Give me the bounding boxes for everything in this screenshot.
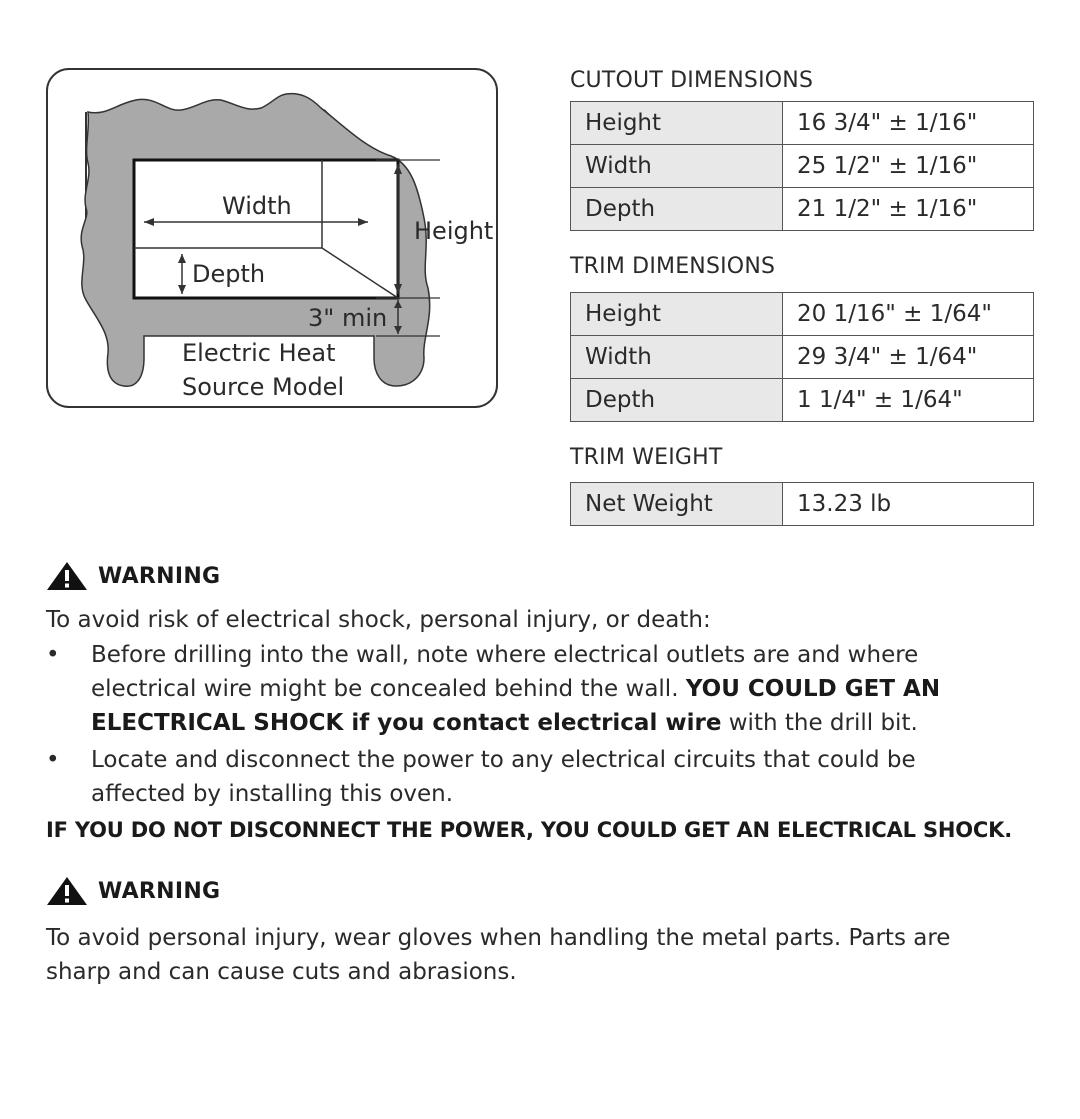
trim-weight-table (570, 482, 1034, 526)
min-clearance-label: 3" min (308, 304, 388, 332)
warning-heading-1 (46, 561, 220, 591)
width-label: Width (222, 192, 292, 220)
warning-heading-text-1: WARNING (98, 563, 221, 589)
height-label: Height (414, 217, 494, 245)
trim-depth-value: 1 1/4" ± 1/64" (783, 379, 1034, 422)
list-item (46, 638, 1036, 742)
cutout-depth-value: 21 1/2" ± 1/16" (783, 188, 1034, 231)
table-row (571, 379, 1034, 422)
warning-heading-2 (46, 876, 220, 906)
model-label-line1: Electric Heat (182, 339, 336, 367)
net-weight-label: Net Weight (571, 483, 783, 526)
bullet-text-1a: Before drilling into the wall, note where electrical outlets are and where electrical wire might be concealed behind the wall. (91, 642, 919, 702)
warning-triangle-icon (46, 561, 88, 591)
cutout-width-value: 25 1/2" ± 1/16" (783, 145, 1034, 188)
bullet-marker: • (46, 642, 60, 668)
trim-height-value: 20 1/16" ± 1/64" (783, 293, 1034, 336)
warning-triangle-icon (46, 876, 88, 906)
bullet-marker: • (46, 747, 60, 773)
table-row (571, 188, 1034, 231)
trim-height-label: Height (571, 293, 783, 336)
trim-dimensions-table (570, 292, 1034, 422)
trim-dimensions-title: TRIM DIMENSIONS (570, 254, 776, 279)
trim-weight-title: TRIM WEIGHT (570, 445, 723, 470)
table-row (571, 145, 1034, 188)
bullet-text-1c: with the drill bit. (721, 710, 918, 736)
gloves-warning-text: To avoid personal injury, wear gloves when handling the metal parts. Parts are sharp and can cause cuts and abrasions. (46, 925, 951, 985)
cutout-dimensions-title: CUTOUT DIMENSIONS (570, 68, 814, 93)
cutout-width-label: Width (571, 145, 783, 188)
depth-label: Depth (192, 260, 266, 288)
trim-width-label: Width (571, 336, 783, 379)
model-label-line2: Source Model (182, 373, 345, 401)
cutout-diagram (46, 68, 498, 408)
table-row (571, 293, 1034, 336)
warning-heading-text-2: WARNING (98, 878, 221, 904)
table-row (571, 483, 1034, 526)
list-item (46, 743, 1036, 813)
warning-intro: To avoid risk of electrical shock, personal injury, or death: (46, 607, 711, 633)
cutout-dimensions-table (570, 101, 1034, 231)
bullet-text-2: Locate and disconnect the power to any electrical circuits that could be affected by installing this oven. (91, 747, 916, 807)
shock-warning-caps: IF YOU DO NOT DISCONNECT THE POWER, YOU COULD GET AN ELECTRICAL SHOCK. (46, 818, 1012, 842)
table-row (571, 102, 1034, 145)
cutout-height-label: Height (571, 102, 783, 145)
cutout-height-value: 16 3/4" ± 1/16" (783, 102, 1034, 145)
bullet-text-1-bold: YOU COULD GET AN ELECTRICAL SHOCK if you contact electrical wire (91, 676, 941, 736)
bullet-text-1 (91, 638, 1011, 740)
trim-depth-label: Depth (571, 379, 783, 422)
table-row (571, 336, 1034, 379)
trim-width-value: 29 3/4" ± 1/64" (783, 336, 1034, 379)
net-weight-value: 13.23 lb (783, 483, 1034, 526)
cutout-depth-label: Depth (571, 188, 783, 231)
